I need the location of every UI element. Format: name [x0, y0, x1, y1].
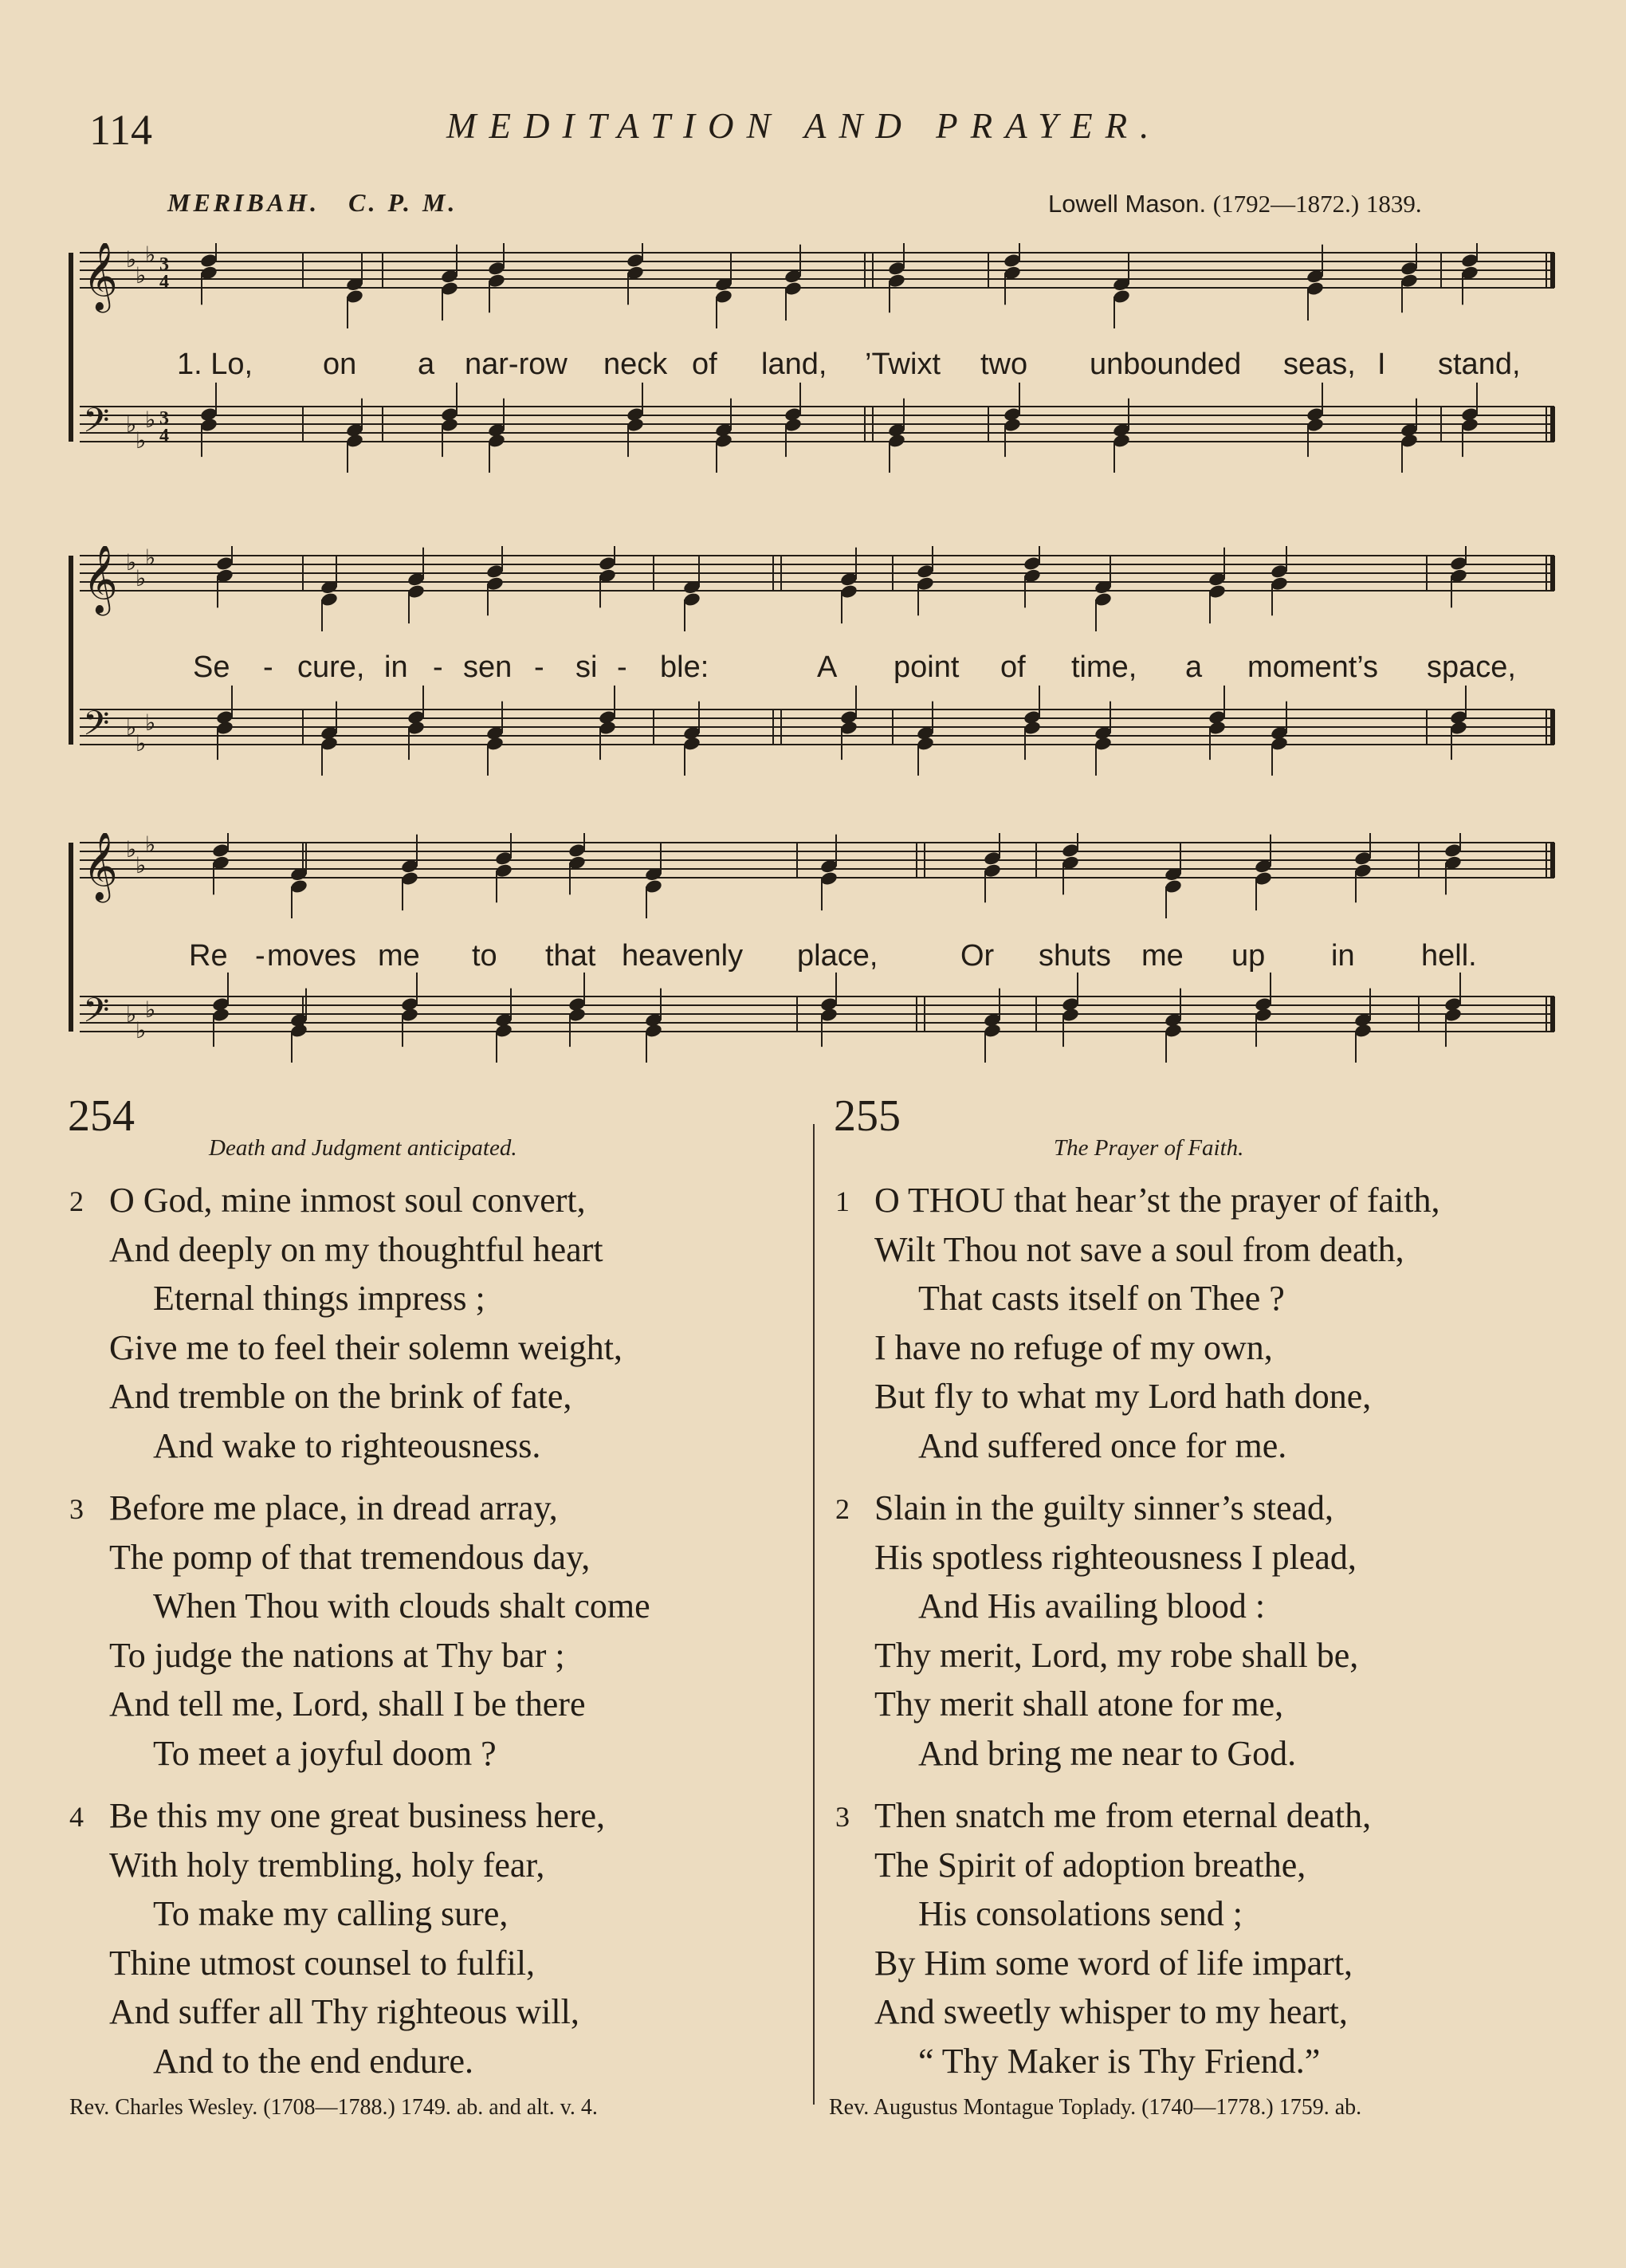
treble-staff: [80, 243, 1554, 313]
stanza-line: The pomp of that tremendous day,: [109, 1537, 591, 1577]
composition-year: 1839.: [1365, 190, 1422, 218]
lyric-syllable: seas,: [1283, 348, 1356, 381]
system-brace: [69, 843, 73, 1032]
flat-icon: ♭: [136, 565, 147, 592]
flat-icon: ♭: [126, 836, 137, 863]
flat-icon: ♭: [136, 852, 147, 879]
stanza-line: And to the end endure.: [153, 2041, 473, 2081]
lyric-syllable: sen: [463, 651, 513, 684]
svg-text:3: 3: [159, 254, 169, 275]
lyric-syllable: 1. Lo,: [177, 348, 253, 381]
system-brace: [69, 253, 73, 442]
stanza-line: And deeply on my thoughtful heart: [109, 1229, 603, 1269]
stanza-line: To meet a joyful doom ?: [153, 1733, 497, 1773]
hymn-number: 255: [834, 1091, 901, 1141]
stanza-number: 3: [835, 1801, 850, 1833]
svg-text:4: 4: [159, 272, 169, 293]
lyric-syllable: -: [263, 651, 273, 684]
stanza-line: Slain in the guilty sinner’s stead,: [874, 1488, 1334, 1527]
stanza-number: 3: [69, 1493, 84, 1525]
stanza-line: Give me to feel their solemn weight,: [109, 1327, 623, 1367]
hymn-title: The Prayer of Faith.: [1054, 1135, 1244, 1161]
svg-text:4: 4: [159, 426, 169, 446]
author-credit: Rev. Augustus Montague Toplady. (1740—1778.) 1759. ab.: [829, 2095, 1362, 2120]
bass-staff: [80, 704, 1554, 757]
stanza-line: Then snatch me from eternal death,: [874, 1796, 1372, 1835]
lyric-syllable: in: [384, 651, 408, 684]
tune-title: [167, 188, 458, 218]
stanza-line: Thy merit, Lord, my robe shall be,: [874, 1635, 1359, 1675]
lyric-syllable: unbounded: [1090, 348, 1242, 381]
lyric-syllable: that: [545, 939, 596, 973]
stanza-line: And tremble on the brink of fate,: [109, 1377, 572, 1416]
stanza-line: Eternal things impress ;: [153, 1279, 485, 1318]
flat-icon: ♭: [136, 262, 147, 289]
lyric-syllable: up: [1231, 939, 1266, 973]
stanza-line: And suffer all Thy righteous will,: [109, 1992, 579, 2031]
lyric-syllable: to: [472, 939, 497, 973]
lyric-syllable: shuts: [1039, 939, 1111, 973]
lyric-syllable: a: [418, 348, 435, 381]
flat-icon: ♭: [126, 714, 137, 741]
stanza-line: With holy trembling, holy fear,: [109, 1845, 545, 1885]
lyric-syllable: me: [378, 939, 420, 973]
stanza-line: His consolations send ;: [918, 1894, 1243, 1933]
stanza-line: By Him some word of life impart,: [874, 1943, 1353, 1983]
flat-icon: ♭: [145, 407, 156, 433]
treble-staff: [80, 833, 1554, 903]
lyric-syllable: Re: [189, 939, 228, 973]
flat-icon: ♭: [126, 246, 137, 273]
tune-name: MERIBAH.: [167, 188, 320, 217]
lyric-syllable: ble:: [660, 651, 709, 684]
flat-icon: ♭: [145, 833, 156, 858]
lyric-syllable: time,: [1071, 651, 1137, 684]
flat-icon: ♭: [136, 427, 147, 454]
lyric-syllable: -: [534, 651, 544, 684]
flat-icon: ♭: [145, 546, 156, 571]
stanza-line: The Spirit of adoption breathe,: [874, 1845, 1306, 1885]
bass-clef-icon: 𝄢: [83, 401, 110, 449]
stanza-line: Before me place, in dread array,: [109, 1488, 558, 1527]
lyric-syllable: -: [255, 939, 265, 973]
lyric-syllable: Or: [960, 939, 995, 973]
lyric-syllable: land,: [761, 348, 827, 381]
stanza-line: To make my calling sure,: [153, 1894, 509, 1933]
lyric-syllable: Se: [193, 651, 230, 684]
lyric-syllable: si: [575, 651, 598, 684]
bass-clef-icon: 𝄢: [83, 704, 110, 752]
bass-clef-icon: 𝄢: [83, 991, 110, 1039]
stanza-number: 1: [835, 1185, 850, 1217]
flat-icon: ♭: [126, 549, 137, 576]
lyric-syllable: me: [1141, 939, 1184, 973]
flat-icon: ♭: [145, 243, 156, 268]
lyric-syllable: I: [1377, 348, 1386, 381]
stanza-line: His spotless righteousness I plead,: [874, 1537, 1357, 1577]
lyric-syllable: cure,: [297, 651, 365, 684]
bass-staff: [80, 401, 1554, 454]
flat-icon: ♭: [126, 411, 137, 438]
lyric-syllable: in: [1331, 939, 1355, 973]
treble-clef-icon: 𝄞: [83, 243, 118, 310]
lyric-syllable: of: [1000, 651, 1026, 684]
stanza-line: And suffered once for me.: [918, 1425, 1287, 1465]
stanza-line: And His availing blood :: [918, 1586, 1266, 1625]
author-credit: Rev. Charles Wesley. (1708—1788.) 1749. ab. and alt. v. 4.: [69, 2095, 598, 2120]
stanza-line: To judge the nations at Thy bar ;: [109, 1635, 565, 1675]
lyric-syllable: -: [433, 651, 443, 684]
stanza-line: And tell me, Lord, shall I be there: [109, 1684, 586, 1724]
music-system: [0, 546, 1626, 777]
svg-text:3: 3: [159, 408, 169, 429]
lyric-syllable: on: [323, 348, 357, 381]
stanza-line: And wake to righteousness.: [153, 1425, 541, 1465]
stanza-line: O God, mine inmost soul convert,: [109, 1181, 586, 1220]
lyric-syllable: A: [817, 651, 838, 684]
lyric-syllable: moves: [267, 939, 356, 973]
stanza-line: Be this my one great business here,: [109, 1796, 605, 1835]
lyric-syllable: hell.: [1421, 939, 1477, 973]
lyric-syllable: of: [692, 348, 717, 381]
stanza-line: I have no refuge of my own,: [874, 1327, 1273, 1367]
lyric-syllable: heavenly: [622, 939, 744, 973]
stanza-number: 2: [69, 1185, 84, 1217]
stanza-number: 4: [69, 1801, 84, 1833]
page-number: 114: [89, 106, 152, 154]
flat-icon: ♭: [136, 1017, 147, 1044]
lyric-syllable: -: [617, 651, 627, 684]
lyric-syllable: place,: [797, 939, 878, 973]
stanza-line: And bring me near to God.: [918, 1733, 1297, 1773]
flat-icon: ♭: [145, 996, 156, 1023]
stanza-line: “ Thy Maker is Thy Friend.”: [918, 2041, 1321, 2081]
stanza-line: But fly to what my Lord hath done,: [874, 1377, 1372, 1416]
tune-meter: C. P. M.: [348, 188, 458, 217]
lyric-syllable: nar-row: [465, 348, 568, 381]
lyric-syllable: neck: [603, 348, 668, 381]
stanza-line: And sweetly whisper to my heart,: [874, 1992, 1348, 2031]
flat-icon: ♭: [136, 730, 147, 757]
stanza-line: Thine utmost counsel to fulfil,: [109, 1943, 536, 1983]
treble-staff: [80, 546, 1554, 616]
composer-credit: [1048, 190, 1422, 218]
lyric-syllable: ’Twixt: [865, 348, 941, 381]
stanza-number: 2: [835, 1493, 850, 1525]
stanza-line: Thy merit shall atone for me,: [874, 1684, 1284, 1724]
running-title: MEDITATION AND PRAYER.: [446, 106, 1162, 146]
flat-icon: ♭: [126, 1001, 137, 1028]
composer-dates: (1792—1872.): [1212, 190, 1360, 218]
composer-name: Lowell Mason.: [1048, 190, 1207, 218]
lyric-syllable: stand,: [1438, 348, 1521, 381]
stanza-line: That casts itself on Thee ?: [918, 1279, 1285, 1318]
lyric-syllable: moment’s: [1247, 651, 1379, 684]
system-brace: [69, 556, 73, 745]
treble-clef-icon: 𝄞: [83, 546, 118, 613]
lyric-syllable: two: [980, 348, 1028, 381]
lyric-syllable: point: [894, 651, 960, 684]
treble-clef-icon: 𝄞: [83, 833, 118, 900]
hymn-number: 254: [68, 1091, 135, 1141]
stanza-line: Wilt Thou not save a soul from death,: [874, 1229, 1404, 1269]
column-divider: [813, 1124, 815, 2105]
flat-icon: ♭: [145, 709, 156, 736]
hymn-title: Death and Judgment anticipated.: [209, 1135, 517, 1161]
lyric-syllable: a: [1185, 651, 1203, 684]
stanza-line: O THOU that hear’st the prayer of faith,: [874, 1181, 1440, 1220]
lyric-syllable: space,: [1427, 651, 1516, 684]
stanza-line: When Thou with clouds shalt come: [153, 1586, 650, 1625]
